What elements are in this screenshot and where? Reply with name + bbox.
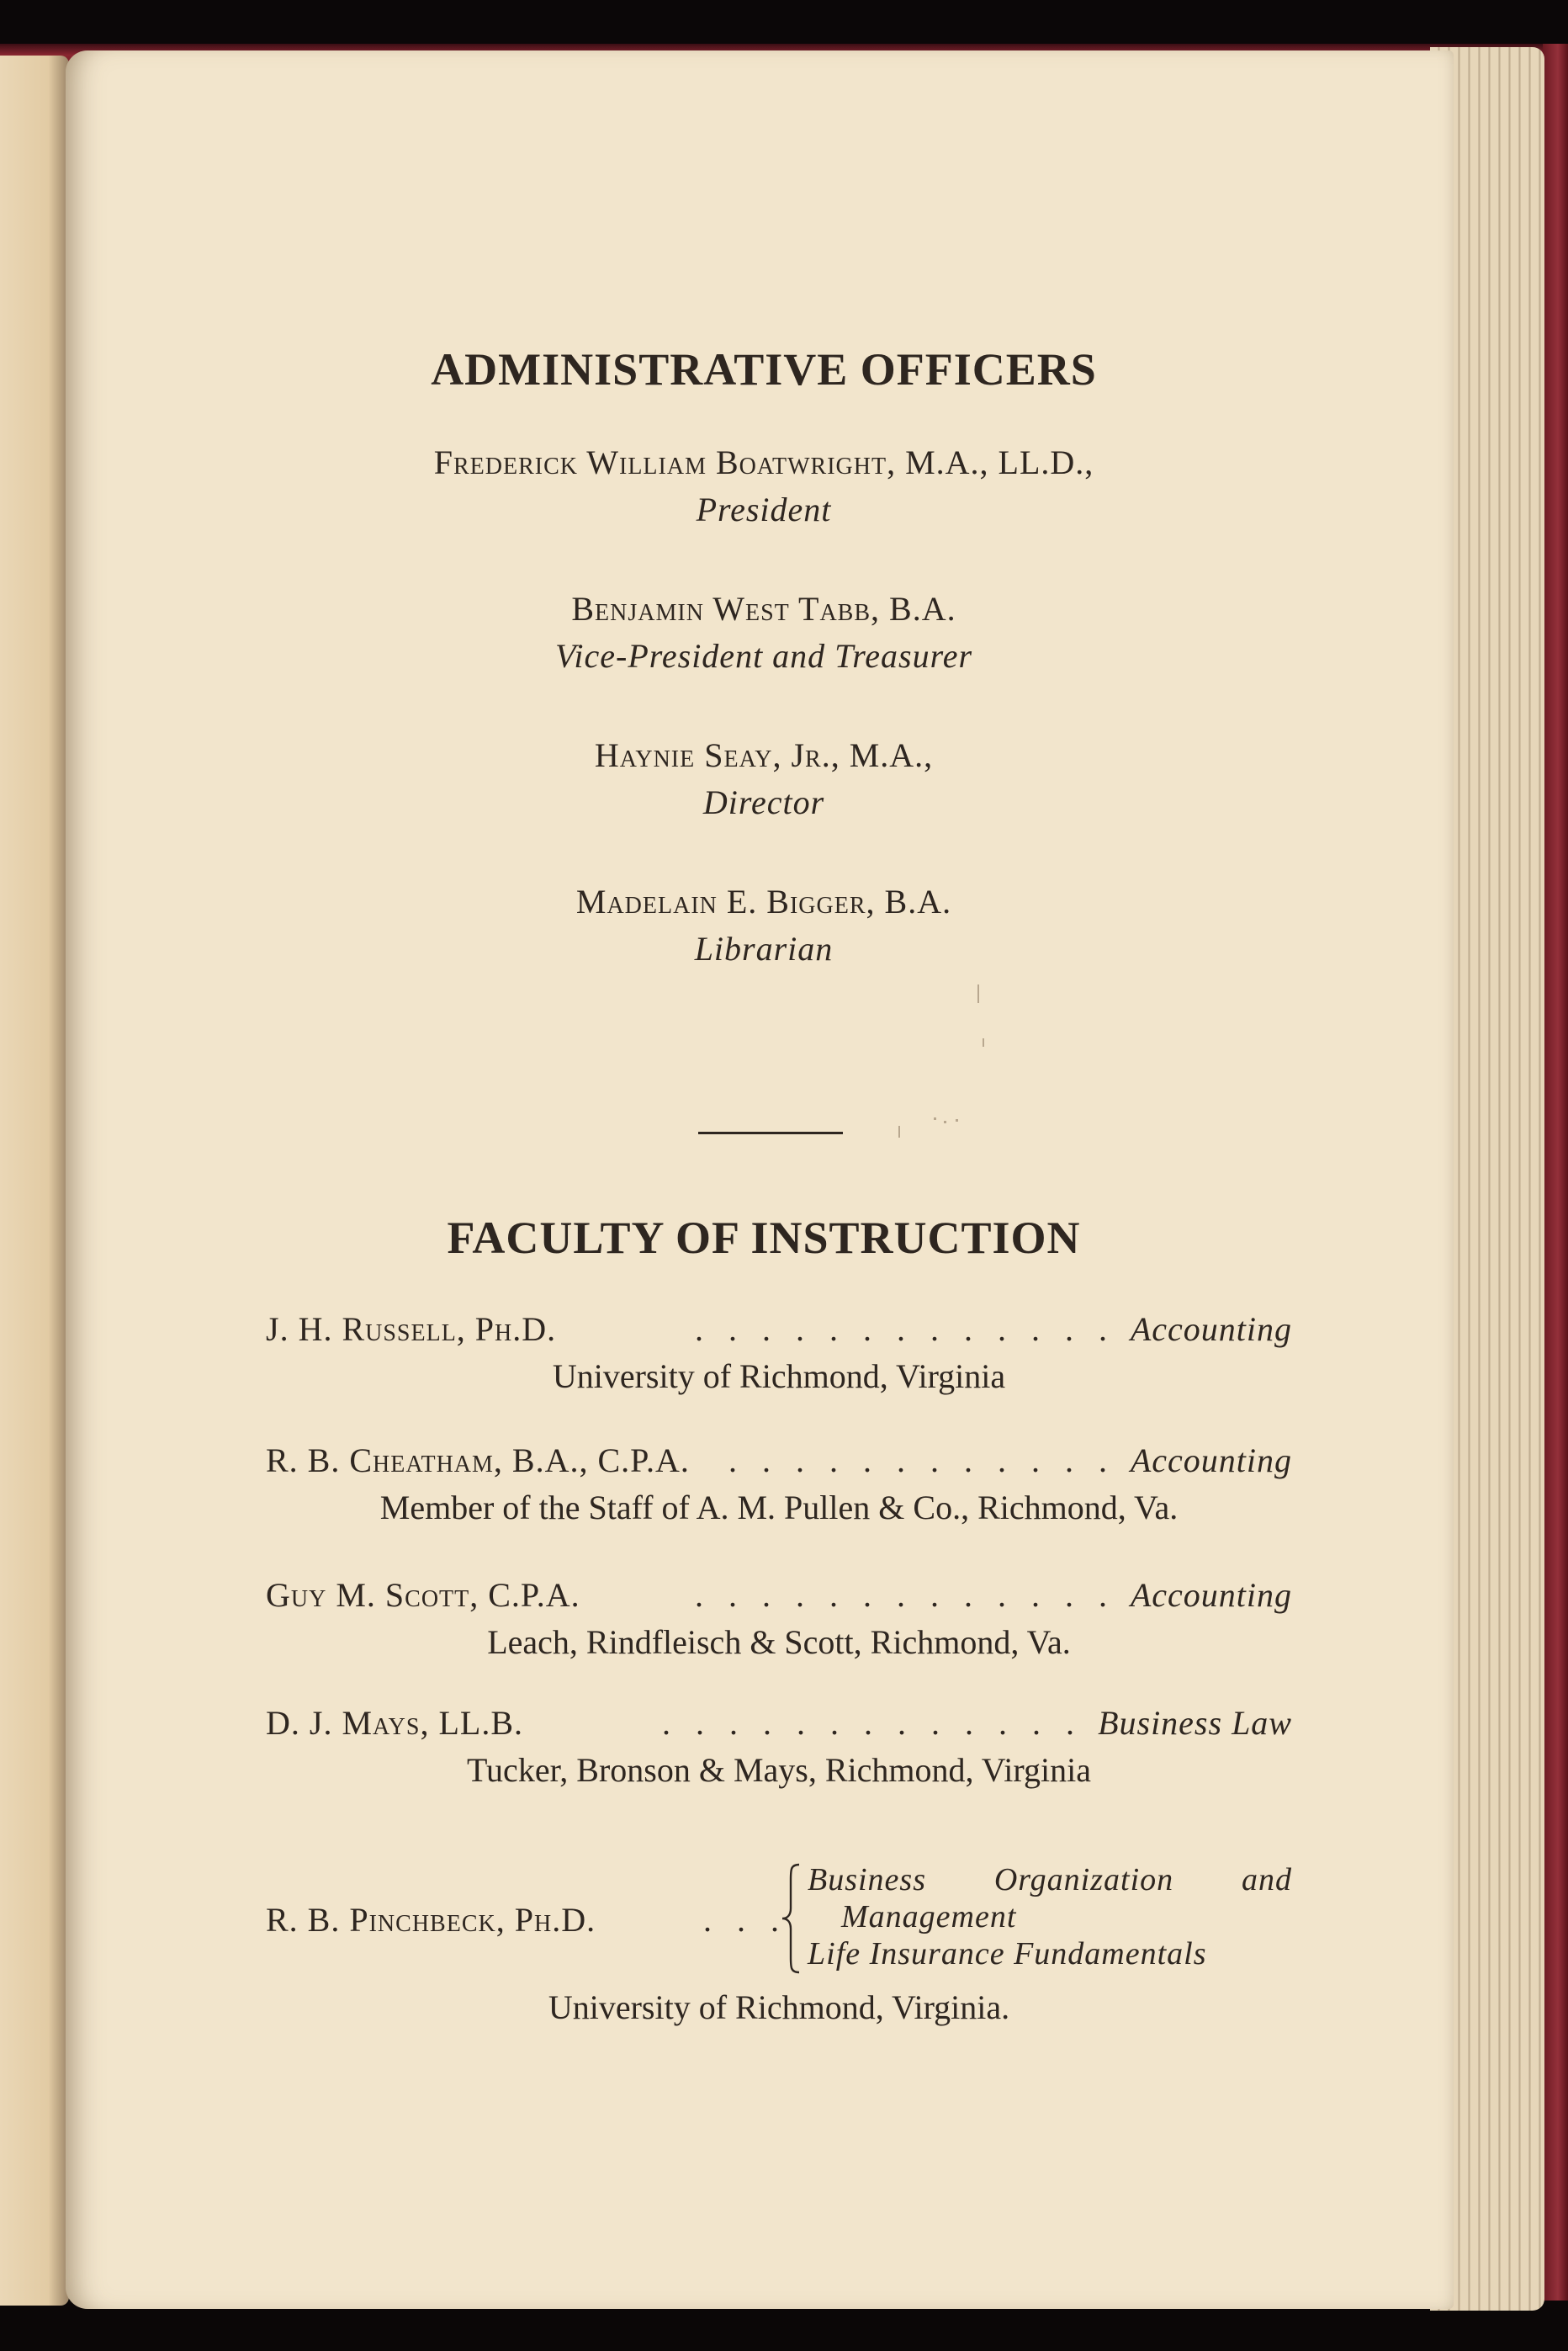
section-divider bbox=[698, 1132, 843, 1134]
officer-title: Director bbox=[702, 783, 825, 821]
paper-speck bbox=[983, 1038, 984, 1047]
dot-leader: . . . . . . . . . . . . . bbox=[662, 1704, 1083, 1742]
previous-page-edge bbox=[0, 56, 69, 2306]
faculty-subject: Life Insurance Fundamentals bbox=[808, 1936, 1207, 1972]
book-cover-right bbox=[1543, 44, 1568, 2351]
faculty-subject: Management bbox=[841, 1899, 1017, 1934]
officer-title: Vice-President and Treasurer bbox=[554, 637, 973, 675]
book-page bbox=[66, 50, 1454, 2309]
officer-entry bbox=[66, 732, 1462, 826]
faculty-entry bbox=[266, 1572, 1292, 1661]
faculty-entry bbox=[266, 1861, 1292, 2063]
faculty-name: R. B. Pinchbeck, Ph.D. bbox=[266, 1901, 596, 1939]
paper-speck bbox=[956, 1119, 958, 1122]
officer-name: Frederick William Boatwright, M.A., LL.D., bbox=[433, 443, 1094, 481]
faculty-affiliation: Member of the Staff of A. M. Pullen & Co., Richmond, Va. bbox=[379, 1489, 1179, 1526]
officer-title: Librarian bbox=[694, 930, 834, 968]
officer-entry bbox=[66, 586, 1462, 680]
paper-speck bbox=[944, 1121, 946, 1123]
officer-entry bbox=[66, 439, 1462, 533]
faculty-affiliation: University of Richmond, Virginia bbox=[552, 1357, 1006, 1395]
paper-speck bbox=[934, 1117, 936, 1120]
dot-leader: . . . . . . . . . . . . . bbox=[695, 1576, 1115, 1614]
faculty-entry bbox=[266, 1437, 1292, 1526]
dot-leader: . . . . . . . . . . . . bbox=[728, 1441, 1115, 1479]
officer-name: Madelain E. Bigger, B.A. bbox=[575, 883, 952, 921]
officer-name: Benjamin West Tabb, B.A. bbox=[571, 590, 956, 628]
faculty-subject: Accounting bbox=[1130, 1576, 1292, 1614]
faculty-name: R. B. Cheatham, B.A., C.P.A. bbox=[266, 1441, 690, 1479]
officer-name: Haynie Seay, Jr., M.A., bbox=[594, 736, 934, 774]
faculty-subject: Business Law bbox=[1098, 1704, 1292, 1742]
faculty-subject: Accounting bbox=[1130, 1441, 1292, 1479]
paper-speck bbox=[977, 984, 979, 1003]
faculty-affiliation: University of Richmond, Virginia. bbox=[548, 1988, 1010, 2026]
faculty-subject: Accounting bbox=[1130, 1310, 1292, 1348]
dot-leader: . . . . . . . . . . . . . bbox=[695, 1310, 1115, 1348]
brace-icon bbox=[781, 1861, 803, 1976]
faculty-affiliation: Tucker, Bronson & Mays, Richmond, Virginia bbox=[467, 1751, 1091, 1789]
faculty-name: D. J. Mays, LL.B. bbox=[266, 1704, 524, 1742]
dot-leader: . . . bbox=[703, 1901, 787, 1939]
admin-heading: ADMINISTRATIVE OFFICERS bbox=[431, 344, 1097, 395]
faculty-heading: FACULTY OF INSTRUCTION bbox=[447, 1213, 1081, 1263]
faculty-entry bbox=[266, 1700, 1292, 1789]
faculty-affiliation: Leach, Rindfleisch & Scott, Richmond, Va. bbox=[487, 1623, 1071, 1661]
faculty-name: Guy M. Scott, C.P.A. bbox=[266, 1576, 580, 1614]
faculty-name: J. H. Russell, Ph.D. bbox=[266, 1310, 557, 1348]
officer-entry bbox=[66, 878, 1462, 973]
faculty-subject: Business Organization and bbox=[808, 1862, 1292, 1897]
officer-title: President bbox=[696, 491, 832, 528]
faculty-entry bbox=[266, 1306, 1292, 1395]
paper-speck bbox=[898, 1126, 900, 1138]
